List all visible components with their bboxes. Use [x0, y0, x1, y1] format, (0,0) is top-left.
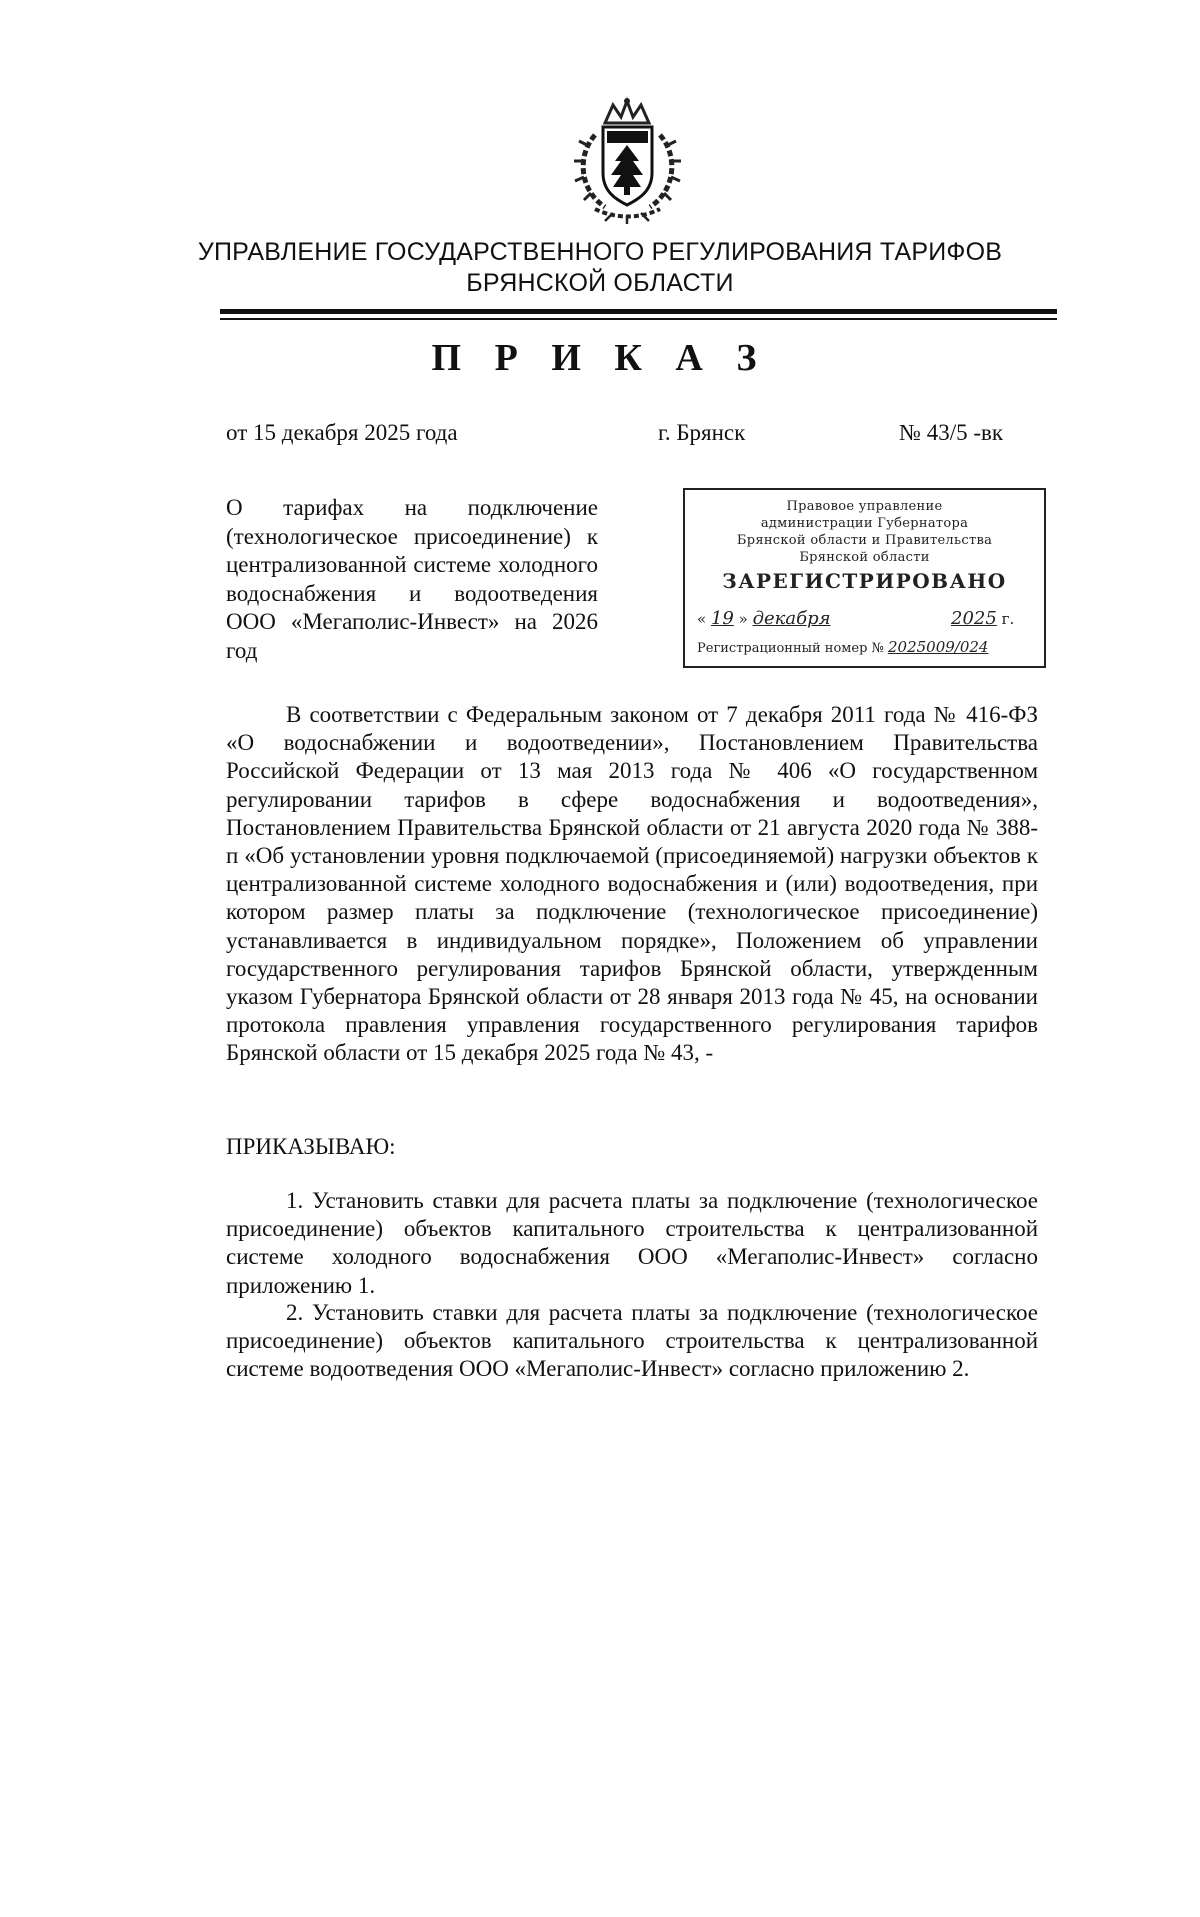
stamp-month: декабря [752, 608, 831, 629]
header-divider-thick [220, 309, 1057, 314]
registration-stamp [683, 488, 1046, 668]
stamp-registered-label: ЗАРЕГИСТРИРОВАНО [722, 569, 1007, 593]
order-item-1: 1. Установить ставки для расчета платы за подключение (технологическое присоединение) объектов капитального строительства к централизованной системе холодного водоснабжения ООО «Мегаполис-Инвест» согласно приложению 1. [226, 1188, 1038, 1298]
stamp-line-2: администрации Губернатора [760, 516, 969, 531]
header-divider-thin [220, 318, 1057, 320]
stamp-line-1: Правовое управление [786, 499, 943, 514]
order-directive-label: ПРИКАЗЫВАЮ: [226, 1134, 396, 1159]
stamp-date-row: « 19 » декабря [697, 608, 831, 629]
stamp-reg-number: 2025009/024 [887, 638, 989, 656]
stamp-line-3: Брянской области и Правительства [736, 533, 993, 548]
order-item-2: 2. Установить ставки для расчета платы за подключение (технологическое присоединение) объектов капитального строительства к централизованной системе водоотведения ООО «Мегаполис-Инвест» согласно приложению 2. [226, 1300, 1038, 1382]
order-date: от 15 декабря 2025 года [226, 420, 458, 445]
order-subject: О тарифах на подключение (технологическое присоединение) к централизованной системе холодного водоснабжения и водоотведения ООО «Мегаполис-Инвест» на 2026 год [226, 495, 598, 663]
document-title: П Р И К А З [431, 337, 769, 379]
stamp-reg-label: Регистрационный номер № [697, 641, 884, 656]
stamp-line-4: Брянской области [799, 550, 930, 565]
order-number: № 43/5 -вк [899, 420, 1004, 445]
stamp-year: 2025 [951, 608, 997, 629]
coat-of-arms-emblem [565, 95, 690, 225]
stamp-day: 19 [710, 608, 734, 629]
stamp-year-row [951, 608, 1014, 629]
stamp-year-suffix: г. [1001, 610, 1015, 628]
stamp-reg-number-row [697, 638, 988, 656]
order-city: г. Брянск [658, 420, 746, 445]
header-line-2: БРЯНСКОЙ ОБЛАСТИ [466, 269, 734, 297]
preamble-paragraph: В соответствии с Федеральным законом от 7 декабря 2011 года № 416-ФЗ «О водоснабжении и водоотведении», Постановлением Правительства Российской Федерации от 13 мая 2013 года № 406 «О государственном регулировании тарифов в сфере водоснабжения и водоотведения», Постановлением Правительства Брянской области от 21 августа 2020 года № 388-п «Об установлении уровня подключаемой (присоединяемой) нагрузки объектов к централизованной системе холодного водоснабжения и (или) водоотведения, при котором размер платы за подключение (технологическое присоединение) устанавливается в индивидуальном порядке», Положением об управлении государственного регулирования тарифов Брянской области, утвержденным указом Губернатора Брянской области от 28 января 2013 года № 45, на основании протокола правления управления государственного регулирования тарифов Брянской области от 15 декабря 2025 года № 43, - [226, 702, 1038, 1066]
issuing-authority-header [0, 237, 1200, 299]
header-line-1: УПРАВЛЕНИЕ ГОСУДАРСТВЕННОГО РЕГУЛИРОВАНИЯ ТАРИФОВ [197, 238, 1003, 266]
